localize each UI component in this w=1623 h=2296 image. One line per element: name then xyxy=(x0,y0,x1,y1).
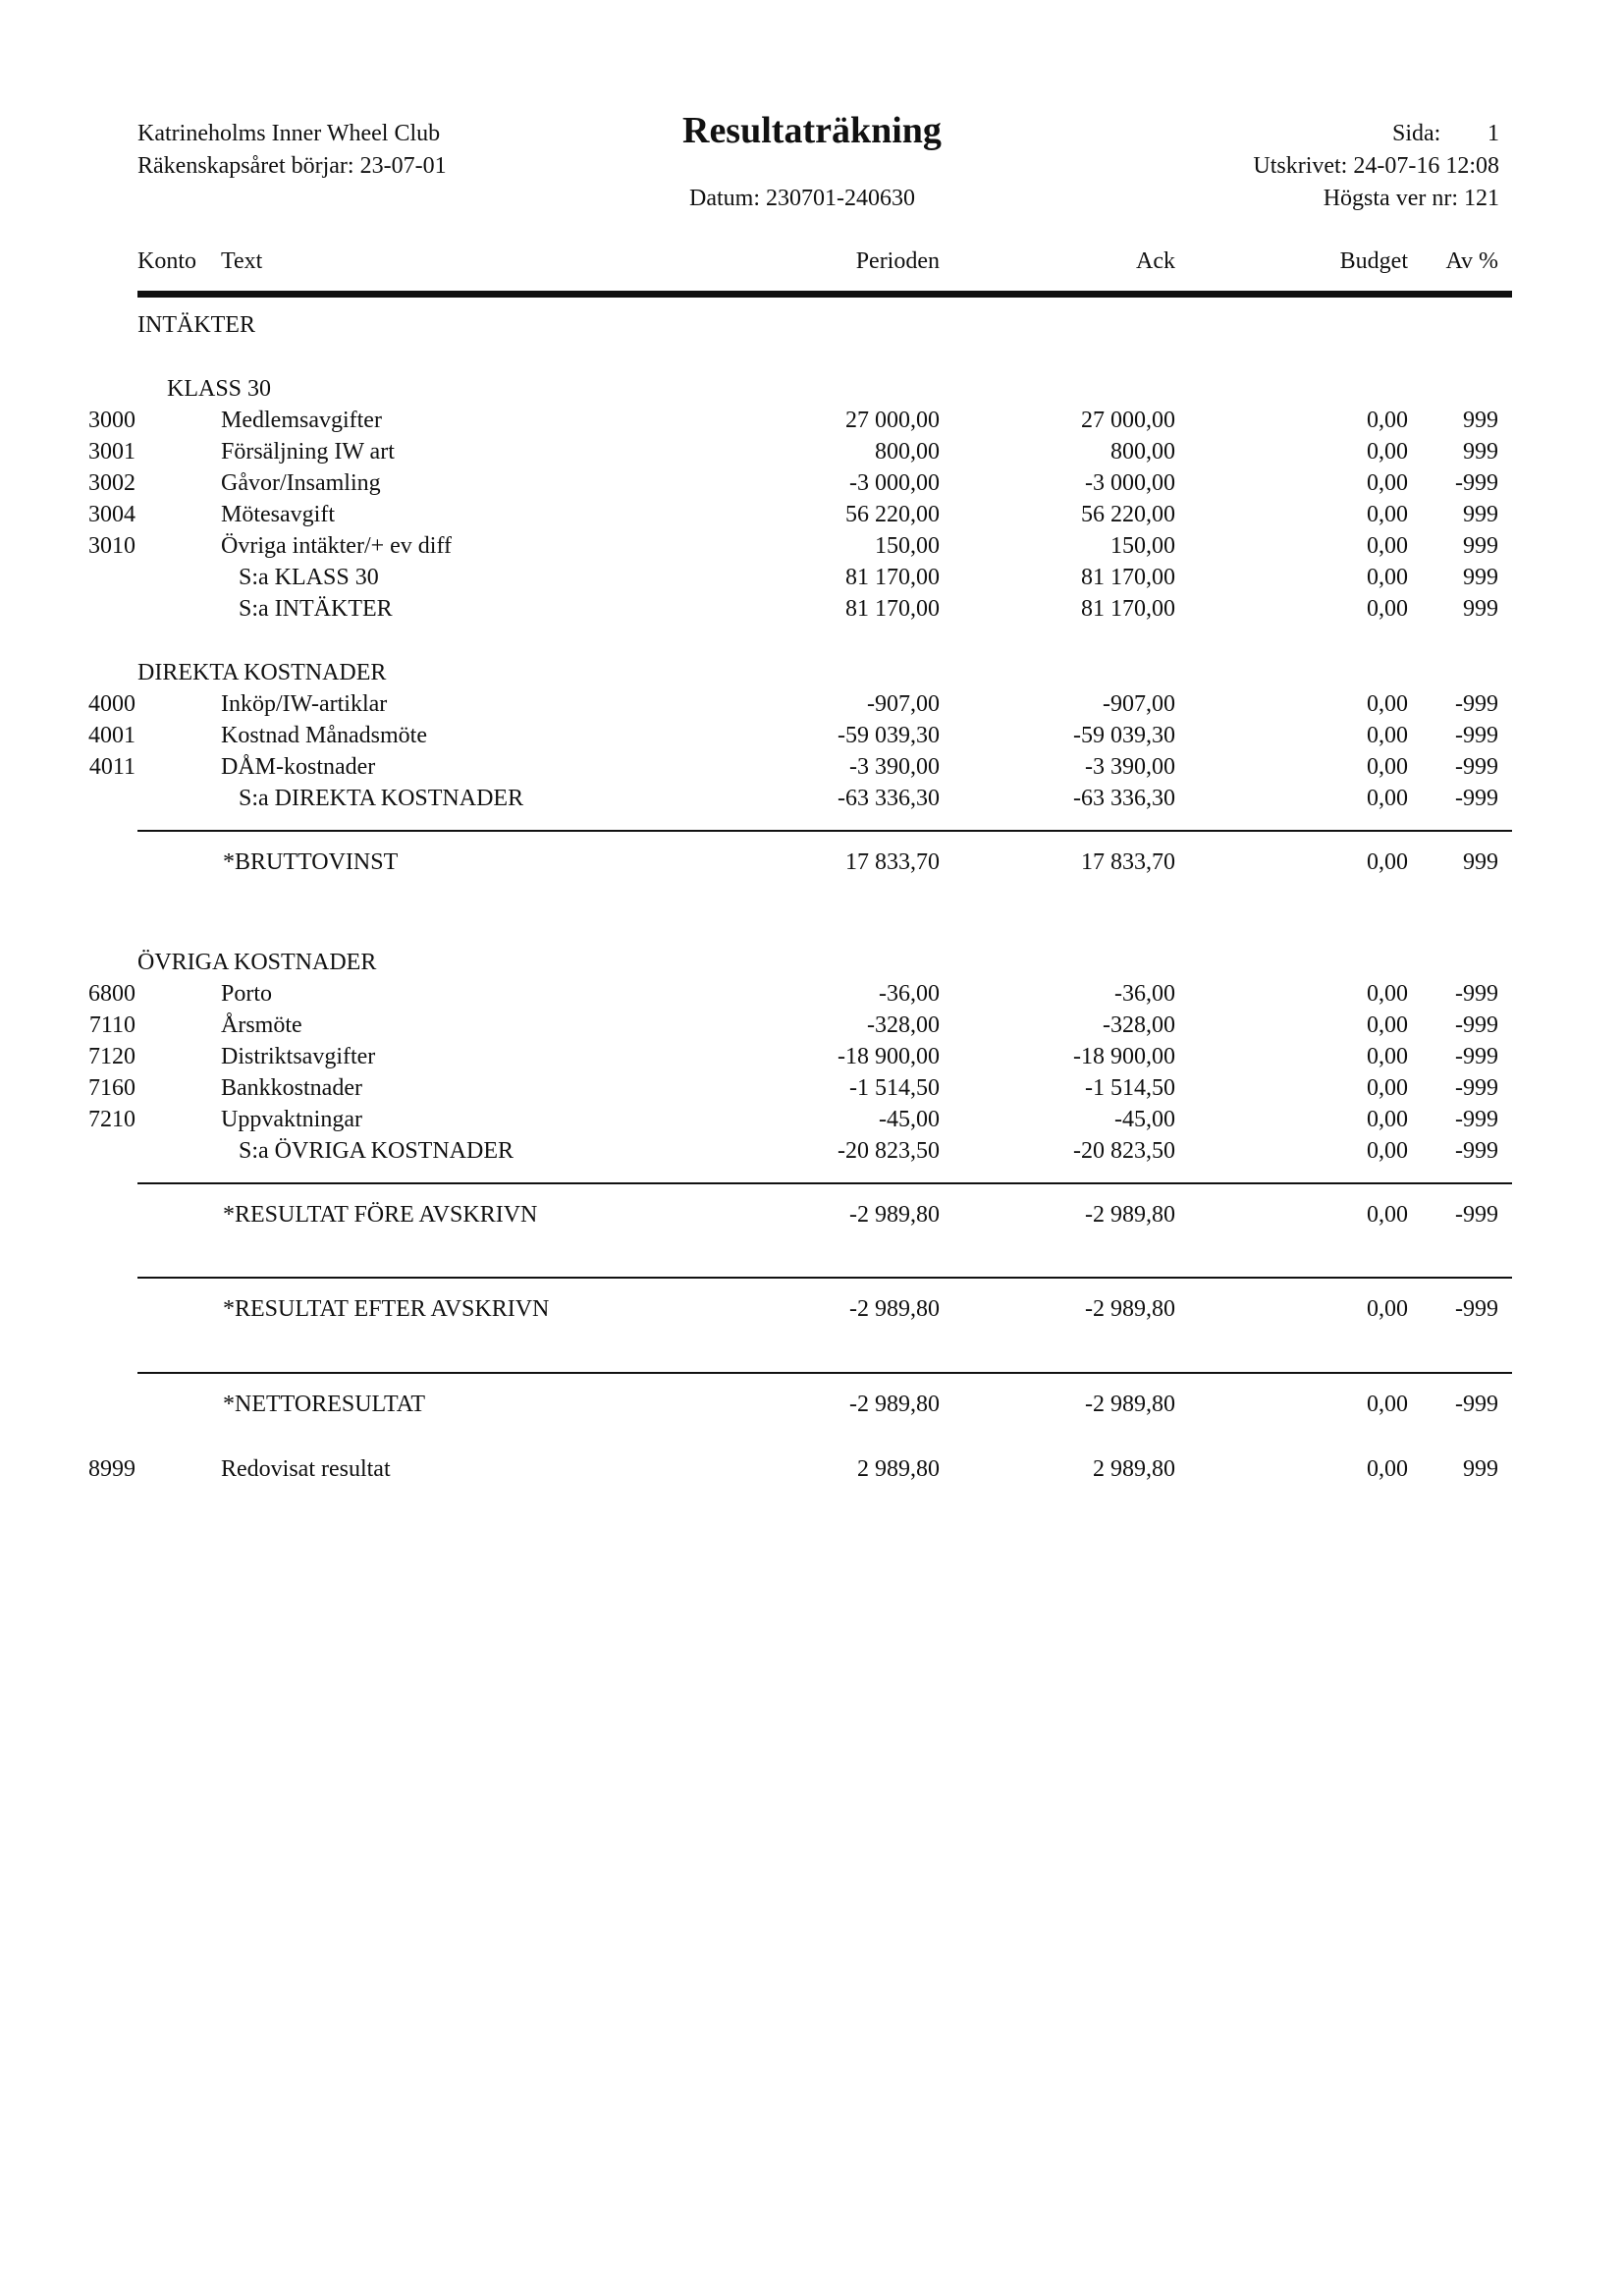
accumulated-value: -63 336,30 xyxy=(1073,786,1175,811)
account-text: Redovisat resultat xyxy=(221,1456,391,1482)
section-label: ÖVRIGA KOSTNADER xyxy=(137,950,377,975)
fiscal-year-start: Räkenskapsåret börjar: 23-07-01 xyxy=(137,153,447,179)
column-header-text: Text xyxy=(221,248,263,274)
divider-rule xyxy=(137,1277,1512,1279)
accumulated-value: -18 900,00 xyxy=(1073,1044,1175,1069)
period-value: -2 989,80 xyxy=(849,1202,940,1228)
percent-value: 999 xyxy=(1463,408,1498,433)
period-value: 150,00 xyxy=(875,533,940,559)
table-row xyxy=(0,406,1623,435)
period-value: -59 039,30 xyxy=(838,723,940,748)
total-label: *NETTORESULTAT xyxy=(223,1392,426,1417)
accumulated-value: 17 833,70 xyxy=(1081,849,1175,875)
account-number: 4000 xyxy=(88,691,135,717)
account-number: 3000 xyxy=(88,408,135,433)
percent-value: -999 xyxy=(1455,981,1498,1007)
period-value: -2 989,80 xyxy=(849,1392,940,1417)
accumulated-value: -3 000,00 xyxy=(1085,470,1175,496)
accumulated-value: 2 989,80 xyxy=(1093,1456,1175,1482)
account-number: 7160 xyxy=(88,1075,135,1101)
budget-value: 0,00 xyxy=(1367,723,1408,748)
period-value: 800,00 xyxy=(875,439,940,465)
column-header-ack: Ack xyxy=(1136,248,1175,274)
accumulated-value: -2 989,80 xyxy=(1085,1296,1175,1322)
accumulated-value: -20 823,50 xyxy=(1073,1138,1175,1164)
percent-value: -999 xyxy=(1455,1296,1498,1322)
subtotal-row xyxy=(0,784,1623,813)
period-value: 81 170,00 xyxy=(845,565,940,590)
table-row xyxy=(0,531,1623,561)
budget-value: 0,00 xyxy=(1367,1296,1408,1322)
account-text: Kostnad Månadsmöte xyxy=(221,723,427,748)
accumulated-value: 56 220,00 xyxy=(1081,502,1175,527)
account-text: Distriktsavgifter xyxy=(221,1044,376,1069)
subsection-heading xyxy=(0,374,1623,404)
percent-value: -999 xyxy=(1455,1107,1498,1132)
account-text: Porto xyxy=(221,981,273,1007)
budget-value: 0,00 xyxy=(1367,439,1408,465)
report-date-range: Datum: 230701-240630 xyxy=(689,186,915,211)
percent-value: 999 xyxy=(1463,502,1498,527)
account-text: Medlemsavgifter xyxy=(221,408,382,433)
percent-value: -999 xyxy=(1455,1202,1498,1228)
column-header-budget: Budget xyxy=(1339,248,1408,274)
header-rule xyxy=(137,291,1512,298)
budget-value: 0,00 xyxy=(1367,786,1408,811)
table-row xyxy=(0,1011,1623,1040)
account-number: 3004 xyxy=(88,502,135,527)
period-value: -36,00 xyxy=(879,981,940,1007)
section-label: INTÄKTER xyxy=(137,312,255,338)
account-number: 4001 xyxy=(88,723,135,748)
accumulated-value: 150,00 xyxy=(1110,533,1175,559)
total-row xyxy=(0,1390,1623,1419)
subsection-label: KLASS 30 xyxy=(167,376,272,402)
period-value: -20 823,50 xyxy=(838,1138,940,1164)
column-header-konto: Konto xyxy=(137,248,196,274)
total-row xyxy=(0,1294,1623,1324)
percent-value: 999 xyxy=(1463,849,1498,875)
accumulated-value: -2 989,80 xyxy=(1085,1392,1175,1417)
budget-value: 0,00 xyxy=(1367,1044,1408,1069)
account-text: Övriga intäkter/+ ev diff xyxy=(221,533,453,559)
table-row xyxy=(0,689,1623,719)
table-row xyxy=(0,468,1623,498)
accumulated-value: -59 039,30 xyxy=(1073,723,1175,748)
accumulated-value: 81 170,00 xyxy=(1081,596,1175,622)
period-value: 27 000,00 xyxy=(845,408,940,433)
budget-value: 0,00 xyxy=(1367,1138,1408,1164)
divider-rule xyxy=(137,1372,1512,1374)
account-number: 4011 xyxy=(88,754,135,780)
subtotal-label: S:a ÖVRIGA KOSTNADER xyxy=(239,1138,514,1164)
budget-value: 0,00 xyxy=(1367,1456,1408,1482)
account-text: DÅM-kostnader xyxy=(221,754,376,780)
budget-value: 0,00 xyxy=(1367,1075,1408,1101)
percent-value: 999 xyxy=(1463,1456,1498,1482)
accumulated-value: 800,00 xyxy=(1110,439,1175,465)
subtotal-label: S:a KLASS 30 xyxy=(239,565,379,590)
period-value: -18 900,00 xyxy=(838,1044,940,1069)
period-value: -1 514,50 xyxy=(849,1075,940,1101)
budget-value: 0,00 xyxy=(1367,1012,1408,1038)
budget-value: 0,00 xyxy=(1367,754,1408,780)
table-row xyxy=(0,500,1623,529)
subtotal-label: S:a INTÄKTER xyxy=(239,596,393,622)
percent-value: -999 xyxy=(1455,754,1498,780)
account-text: Inköp/IW-artiklar xyxy=(221,691,388,717)
subtotal-row xyxy=(0,563,1623,592)
table-row xyxy=(0,1105,1623,1134)
percent-value: -999 xyxy=(1455,691,1498,717)
table-row xyxy=(0,752,1623,782)
table-row xyxy=(0,979,1623,1009)
account-number: 7110 xyxy=(88,1012,135,1038)
budget-value: 0,00 xyxy=(1367,691,1408,717)
period-value: -2 989,80 xyxy=(849,1296,940,1322)
page-label: Sida: xyxy=(1392,121,1441,146)
period-value: 17 833,70 xyxy=(845,849,940,875)
budget-value: 0,00 xyxy=(1367,849,1408,875)
account-text: Gåvor/Insamling xyxy=(221,470,381,496)
table-row xyxy=(0,437,1623,466)
percent-value: -999 xyxy=(1455,1044,1498,1069)
section-heading xyxy=(0,310,1623,340)
table-row xyxy=(0,1073,1623,1103)
account-text: Försäljning IW art xyxy=(221,439,395,465)
period-value: -907,00 xyxy=(867,691,940,717)
accumulated-value: 81 170,00 xyxy=(1081,565,1175,590)
accumulated-value: -3 390,00 xyxy=(1085,754,1175,780)
budget-value: 0,00 xyxy=(1367,596,1408,622)
period-value: -45,00 xyxy=(879,1107,940,1132)
account-number: 3010 xyxy=(88,533,135,559)
percent-value: -999 xyxy=(1455,1138,1498,1164)
account-number: 7120 xyxy=(88,1044,135,1069)
period-value: -328,00 xyxy=(867,1012,940,1038)
percent-value: -999 xyxy=(1455,470,1498,496)
total-label: *RESULTAT EFTER AVSKRIVN xyxy=(223,1296,550,1322)
subtotal-row xyxy=(0,594,1623,624)
highest-version-number: Högsta ver nr: 121 xyxy=(1323,186,1499,211)
section-heading xyxy=(0,658,1623,687)
section-heading xyxy=(0,948,1623,977)
table-row xyxy=(0,1454,1623,1484)
accumulated-value: -1 514,50 xyxy=(1085,1075,1175,1101)
period-value: 2 989,80 xyxy=(857,1456,940,1482)
period-value: -63 336,30 xyxy=(838,786,940,811)
report-title: Resultaträkning xyxy=(682,110,942,151)
budget-value: 0,00 xyxy=(1367,533,1408,559)
organization-name: Katrineholms Inner Wheel Club xyxy=(137,121,441,146)
total-label: *BRUTTOVINST xyxy=(223,849,399,875)
section-label: DIREKTA KOSTNADER xyxy=(137,660,387,685)
period-value: 56 220,00 xyxy=(845,502,940,527)
accumulated-value: -45,00 xyxy=(1114,1107,1175,1132)
period-value: 81 170,00 xyxy=(845,596,940,622)
account-number: 3001 xyxy=(88,439,135,465)
table-row xyxy=(0,721,1623,750)
page-number: 1 xyxy=(1488,121,1499,146)
percent-value: 999 xyxy=(1463,533,1498,559)
budget-value: 0,00 xyxy=(1367,1107,1408,1132)
accumulated-value: -907,00 xyxy=(1103,691,1175,717)
account-text: Uppvaktningar xyxy=(221,1107,362,1132)
accumulated-value: -36,00 xyxy=(1114,981,1175,1007)
percent-value: -999 xyxy=(1455,723,1498,748)
subtotal-label: S:a DIREKTA KOSTNADER xyxy=(239,786,524,811)
budget-value: 0,00 xyxy=(1367,1202,1408,1228)
account-number: 8999 xyxy=(88,1456,135,1482)
percent-value: -999 xyxy=(1455,1392,1498,1417)
budget-value: 0,00 xyxy=(1367,470,1408,496)
table-row xyxy=(0,1042,1623,1071)
period-value: -3 000,00 xyxy=(849,470,940,496)
budget-value: 0,00 xyxy=(1367,981,1408,1007)
budget-value: 0,00 xyxy=(1367,502,1408,527)
divider-rule xyxy=(137,830,1512,832)
total-label: *RESULTAT FÖRE AVSKRIVN xyxy=(223,1202,538,1228)
column-header-perioden: Perioden xyxy=(855,248,940,274)
accumulated-value: 27 000,00 xyxy=(1081,408,1175,433)
budget-value: 0,00 xyxy=(1367,408,1408,433)
account-number: 7210 xyxy=(88,1107,135,1132)
account-text: Bankkostnader xyxy=(221,1075,362,1101)
accumulated-value: -328,00 xyxy=(1103,1012,1175,1038)
account-text: Årsmöte xyxy=(221,1012,302,1038)
total-row xyxy=(0,1200,1623,1230)
subtotal-row xyxy=(0,1136,1623,1166)
percent-value: 999 xyxy=(1463,439,1498,465)
period-value: -3 390,00 xyxy=(849,754,940,780)
budget-value: 0,00 xyxy=(1367,565,1408,590)
divider-rule xyxy=(137,1182,1512,1184)
total-row xyxy=(0,847,1623,877)
accumulated-value: -2 989,80 xyxy=(1085,1202,1175,1228)
percent-value: 999 xyxy=(1463,596,1498,622)
account-text: Mötesavgift xyxy=(221,502,335,527)
column-header-av-percent: Av % xyxy=(1445,248,1498,274)
account-number: 3002 xyxy=(88,470,135,496)
percent-value: -999 xyxy=(1455,786,1498,811)
printed-timestamp: Utskrivet: 24-07-16 12:08 xyxy=(1253,153,1499,179)
percent-value: 999 xyxy=(1463,565,1498,590)
account-number: 6800 xyxy=(88,981,135,1007)
percent-value: -999 xyxy=(1455,1075,1498,1101)
percent-value: -999 xyxy=(1455,1012,1498,1038)
budget-value: 0,00 xyxy=(1367,1392,1408,1417)
